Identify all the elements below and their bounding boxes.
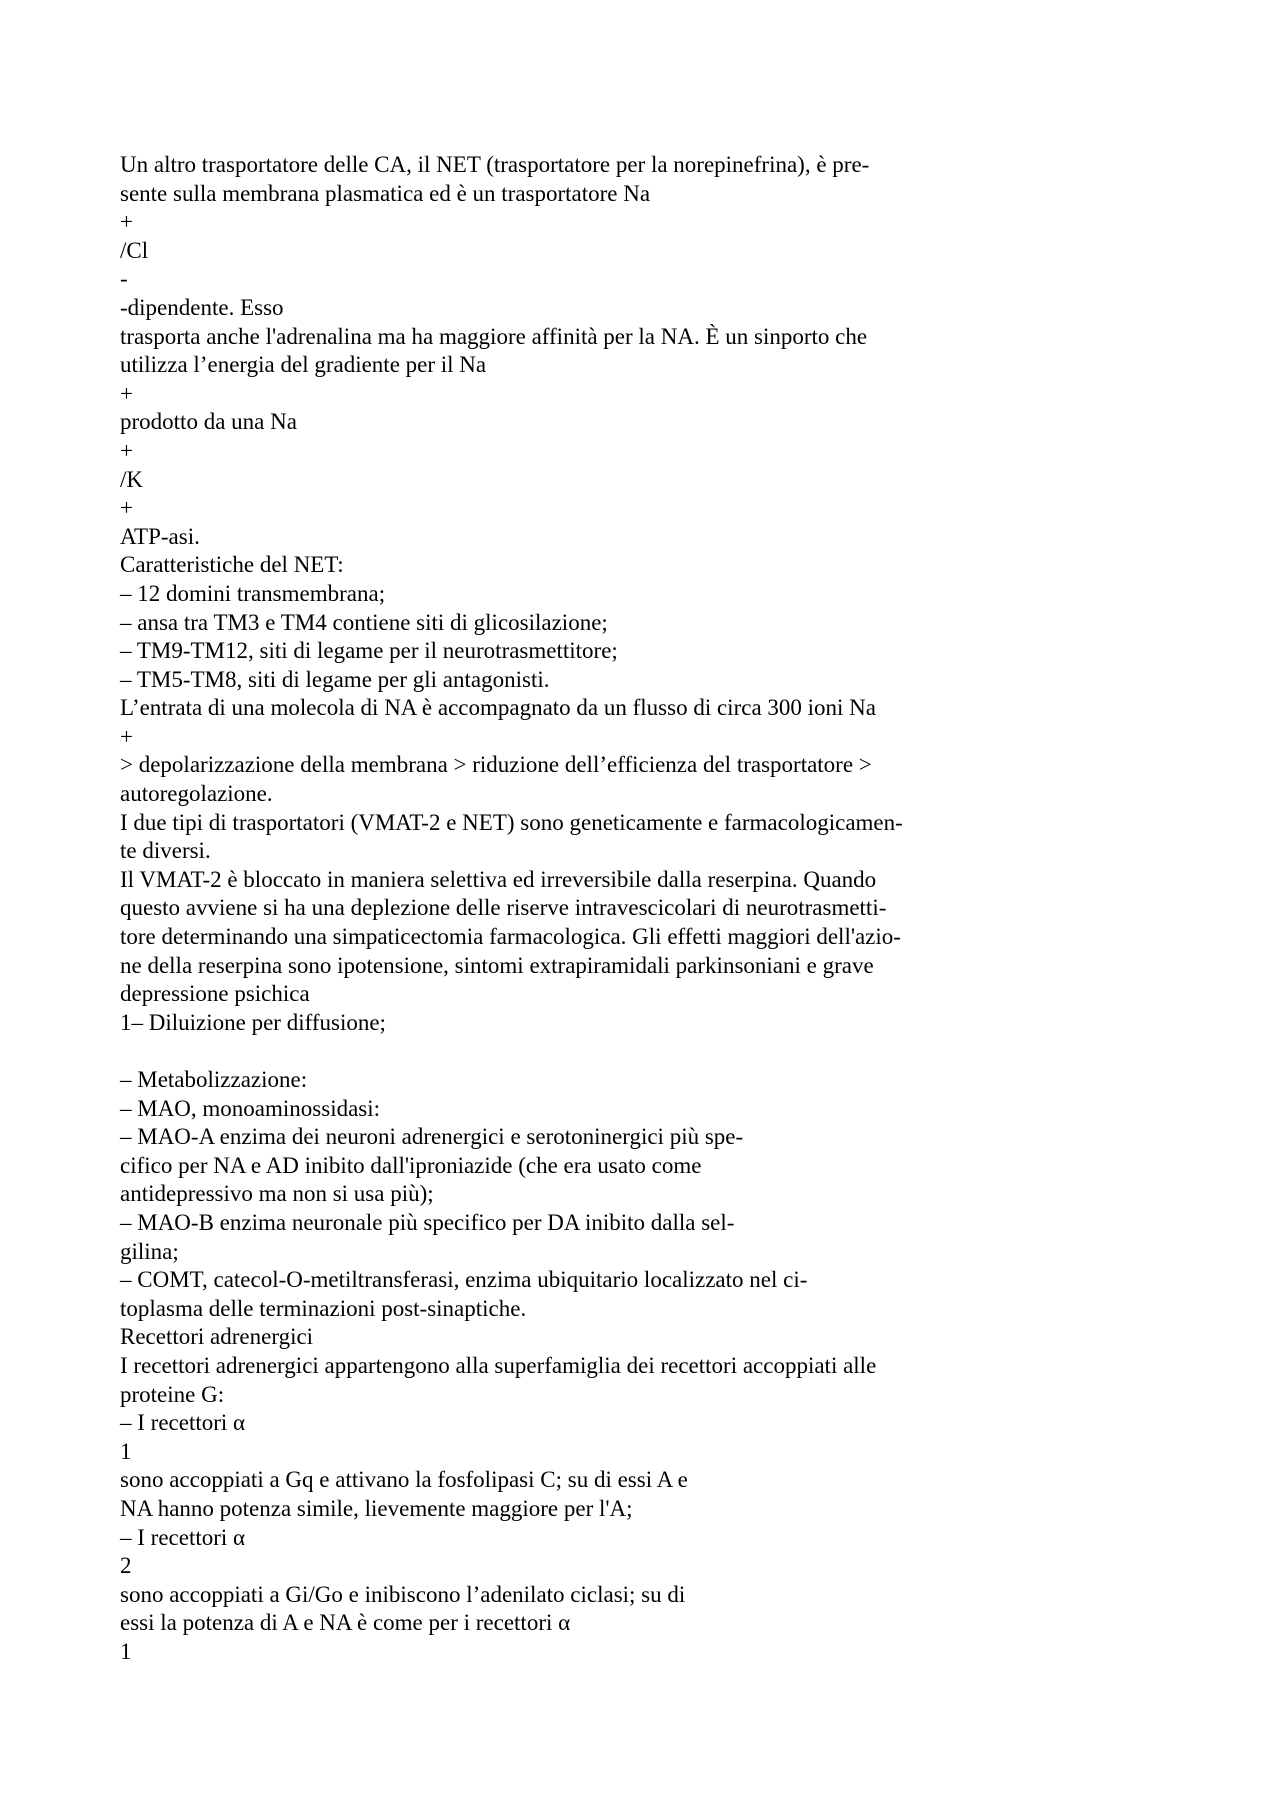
text-line: 1 — [120, 1638, 132, 1664]
text-line: + — [120, 437, 133, 463]
text-line: Il VMAT-2 è bloccato in maniera selettiva ed irreversibile dalla reserpina. Quando — [120, 866, 877, 892]
text-line: te diversi. — [120, 838, 211, 864]
text-line: tore determinando una simpaticectomia farmacologica. Gli effetti maggiori dell'azio- — [120, 924, 901, 950]
text-line: + — [120, 209, 133, 235]
text-line: > depolarizzazione della membrana > riduzione dell’efficienza del trasportatore > — [120, 752, 872, 778]
text-line: – TM5-TM8, siti di legame per gli antagonisti. — [120, 666, 550, 692]
text-line: + — [120, 495, 133, 521]
text-line: – MAO, monoaminossidasi: — [120, 1095, 381, 1121]
text-line: – I recettori α — [120, 1524, 246, 1550]
text-line: Caratteristiche del NET: — [120, 552, 344, 578]
text-line: – TM9-TM12, siti di legame per il neurotrasmettitore; — [120, 638, 618, 664]
text-line: + — [120, 723, 133, 749]
text-line: gilina; — [120, 1238, 179, 1264]
text-line: /K — [120, 466, 143, 492]
text-line: NA hanno potenza simile, lievemente maggiore per l'A; — [120, 1495, 633, 1521]
text-line: /Cl — [120, 237, 149, 263]
text-line: prodotto da una Na — [120, 409, 297, 435]
text-line: ne della reserpina sono ipotensione, sintomi extrapiramidali parkinsoniani e grave — [120, 952, 874, 978]
document-body — [120, 151, 1140, 1666]
text-line: cifico per NA e AD inibito dall'iproniazide (che era usato come — [120, 1152, 702, 1178]
text-line: – COMT, catecol-O-metiltransferasi, enzima ubiquitario localizzato nel ci- — [120, 1267, 808, 1293]
text-line: 1– Diluizione per diffusione; — [120, 1009, 386, 1035]
text-line: – 12 domini transmembrana; — [120, 580, 386, 606]
text-line: I due tipi di trasportatori (VMAT-2 e NET) sono geneticamente e farmacologicamen- — [120, 809, 903, 835]
text-line: Recettori adrenergici — [120, 1324, 314, 1350]
text-line: sente sulla membrana plasmatica ed è un trasportatore Na — [120, 180, 651, 206]
text-line: antidepressivo ma non si usa più); — [120, 1181, 434, 1207]
text-line: autoregolazione. — [120, 781, 273, 807]
text-line: 1 — [120, 1438, 132, 1464]
text-line: – ansa tra TM3 e TM4 contiene siti di glicosilazione; — [120, 609, 608, 635]
text-line: – MAO-A enzima dei neuroni adrenergici e serotoninergici più spe- — [120, 1124, 744, 1150]
text-line: – MAO-B enzima neuronale più specifico per DA inibito dalla sel- — [120, 1209, 735, 1235]
text-line: ATP-asi. — [120, 523, 200, 549]
text-line: utilizza l’energia del gradiente per il Na — [120, 352, 487, 378]
text-line: essi la potenza di A e NA è come per i recettori α — [120, 1610, 571, 1636]
text-line: – Metabolizzazione: — [120, 1067, 308, 1092]
text-line: sono accoppiati a Gi/Go e inibiscono l’adenilato ciclasi; su di — [120, 1581, 686, 1607]
blank-line — [120, 1037, 1140, 1066]
text-line: - — [120, 266, 128, 292]
text-line: I recettori adrenergici appartengono alla superfamiglia dei recettori accoppiati alle — [120, 1352, 877, 1378]
text-line: depressione psichica — [120, 981, 310, 1007]
text-line: questo avviene si ha una deplezione delle riserve intravescicolari di neurotrasmetti- — [120, 895, 887, 921]
text-line: 2 — [120, 1553, 132, 1579]
text-line: trasporta anche l'adrenalina ma ha maggiore affinità per la NA. È un sinporto che — [120, 323, 868, 349]
text-line: Un altro trasportatore delle CA, il NET (trasportatore per la norepinefrina), è pre- — [120, 152, 870, 177]
text-line: toplasma delle terminazioni post-sinaptiche. — [120, 1295, 527, 1321]
text-line: – I recettori α — [120, 1410, 246, 1436]
text-line: + — [120, 380, 133, 406]
text-line: proteine G: — [120, 1381, 225, 1407]
text-line: sono accoppiati a Gq e attivano la fosfolipasi C; su di essi A e — [120, 1467, 688, 1493]
text-line: -dipendente. Esso — [120, 294, 284, 320]
text-line: L’entrata di una molecola di NA è accompagnato da un flusso di circa 300 ioni Na — [120, 695, 877, 721]
